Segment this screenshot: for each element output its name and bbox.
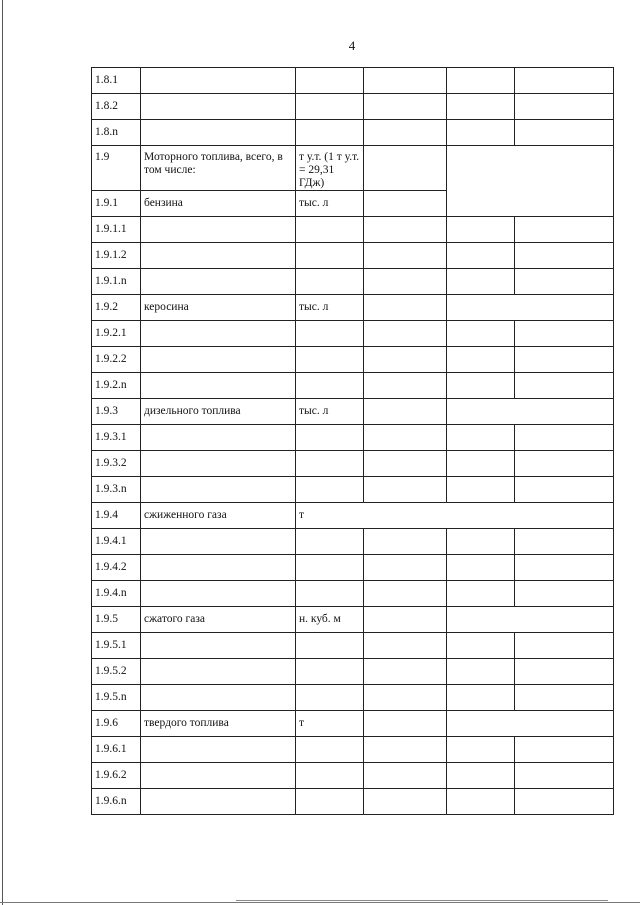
row-unit-cell [296, 529, 364, 555]
scan-bottom-line [236, 900, 608, 901]
row-name-cell [141, 633, 296, 659]
row-value-cell [447, 451, 515, 477]
row-code: 1.9.6.n [92, 789, 141, 815]
row-name: твердого топлива [141, 711, 296, 737]
row-value-cell [364, 321, 447, 347]
row-value-cell [364, 295, 447, 321]
row-name-cell [141, 347, 296, 373]
row-name-cell [141, 217, 296, 243]
row-value-cell [447, 94, 515, 120]
row-code: 1.9.5.1 [92, 633, 141, 659]
table-row [92, 321, 614, 347]
row-value-cell [447, 347, 515, 373]
table-row [92, 94, 614, 120]
row-code: 1.9.6.2 [92, 763, 141, 789]
row-name: керосина [141, 295, 296, 321]
row-unit-cell [296, 425, 364, 451]
row-name-cell [141, 321, 296, 347]
table-row [92, 425, 614, 451]
row-value-cell [515, 529, 614, 555]
row-value-cell [364, 120, 447, 146]
row-value-cell [447, 581, 515, 607]
table-row [92, 120, 614, 146]
row-value-cell [515, 451, 614, 477]
row-value-cell [364, 191, 447, 217]
row-name-cell [141, 685, 296, 711]
row-name-cell [141, 120, 296, 146]
row-value-cell [364, 659, 447, 685]
row-unit: т [296, 711, 364, 737]
row-value-cell [515, 243, 614, 269]
row-name-cell [141, 68, 296, 94]
table-row [92, 763, 614, 789]
row-value-cell [364, 477, 447, 503]
row-code: 1.9.4.2 [92, 555, 141, 581]
row-value-cell [364, 146, 447, 191]
table-row [92, 477, 614, 503]
row-name-cell [141, 763, 296, 789]
row-value-cell [364, 789, 447, 815]
row-name: бензина [141, 191, 296, 217]
row-unit-cell [296, 477, 364, 503]
row-unit-cell [296, 243, 364, 269]
row-value-cell [364, 269, 447, 295]
row-value-cell [515, 120, 614, 146]
row-value-cell [364, 347, 447, 373]
page-number: 4 [348, 38, 356, 53]
row-value-cell [515, 633, 614, 659]
row-code: 1.8.1 [92, 68, 141, 94]
row-unit-cell [296, 581, 364, 607]
row-value-cell [447, 633, 515, 659]
row-unit-cell [296, 68, 364, 94]
table-row [92, 399, 614, 425]
row-value-cell [515, 68, 614, 94]
row-merged-cell [447, 146, 614, 217]
row-value-cell [447, 685, 515, 711]
table-row [92, 295, 614, 321]
row-unit: т у.т. (1 т у.т. = 29,31 ГДж) [296, 146, 364, 191]
row-value-cell [447, 789, 515, 815]
row-code: 1.9.2.n [92, 373, 141, 399]
table-row [92, 503, 614, 529]
table-row [92, 269, 614, 295]
row-unit: н. куб. м [296, 607, 364, 633]
row-value-cell [447, 321, 515, 347]
table-row [92, 451, 614, 477]
row-unit-cell [296, 789, 364, 815]
row-code: 1.9 [92, 146, 141, 191]
table-row [92, 243, 614, 269]
row-value-cell [447, 763, 515, 789]
row-value-cell [515, 373, 614, 399]
table-row [92, 555, 614, 581]
row-value-cell [515, 737, 614, 763]
row-value-cell [515, 477, 614, 503]
row-value-cell [364, 217, 447, 243]
table-row [92, 737, 614, 763]
row-code: 1.9.1.2 [92, 243, 141, 269]
row-value-cell [364, 633, 447, 659]
row-value-cell [364, 555, 447, 581]
row-value-cell [447, 373, 515, 399]
row-name: сжатого газа [141, 607, 296, 633]
row-value-cell [364, 607, 447, 633]
row-unit-cell [296, 217, 364, 243]
row-unit-cell [296, 120, 364, 146]
row-unit-cell [296, 269, 364, 295]
scan-left-edge [2, 0, 3, 905]
table-row [92, 146, 614, 191]
row-value-cell [364, 425, 447, 451]
row-name-cell [141, 243, 296, 269]
row-code: 1.8.n [92, 120, 141, 146]
row-unit-cell [296, 763, 364, 789]
row-value-cell [447, 555, 515, 581]
table-row [92, 659, 614, 685]
row-code: 1.9.6 [92, 711, 141, 737]
row-value-cell [364, 243, 447, 269]
row-value-cell [515, 763, 614, 789]
row-name-cell [141, 555, 296, 581]
row-code: 1.9.4.n [92, 581, 141, 607]
row-unit-cell [296, 737, 364, 763]
row-value-cell [364, 763, 447, 789]
row-code: 1.9.6.1 [92, 737, 141, 763]
row-value-cell [447, 217, 515, 243]
row-value-cell [515, 789, 614, 815]
row-code: 1.9.3.n [92, 477, 141, 503]
row-value-cell [515, 555, 614, 581]
row-unit-cell [296, 347, 364, 373]
table-row [92, 685, 614, 711]
row-value-cell [364, 68, 447, 94]
row-unit-cell [296, 659, 364, 685]
row-code: 1.9.1.n [92, 269, 141, 295]
table-row [92, 217, 614, 243]
table-body [92, 68, 614, 815]
table-row [92, 607, 614, 633]
table-row [92, 789, 614, 815]
scan-bottom-edge [0, 902, 640, 903]
row-value-cell [447, 68, 515, 94]
row-value-cell [447, 659, 515, 685]
row-value-cell [515, 269, 614, 295]
row-value-cell [447, 529, 515, 555]
row-merged-cell [447, 711, 614, 737]
row-unit-cell [296, 633, 364, 659]
row-unit-cell [296, 451, 364, 477]
row-value-cell [447, 425, 515, 451]
row-name-cell [141, 529, 296, 555]
row-code: 1.9.4 [92, 503, 141, 529]
row-value-cell [447, 243, 515, 269]
row-name-cell [141, 94, 296, 120]
row-unit: тыс. л [296, 191, 364, 217]
row-value-cell [364, 711, 447, 737]
row-code: 1.9.4.1 [92, 529, 141, 555]
row-name: Моторного топлива, всего, в том числе: [141, 146, 296, 191]
row-merged-cell [447, 295, 614, 321]
row-name-cell [141, 451, 296, 477]
row-unit: тыс. л [296, 399, 364, 425]
row-value-cell [515, 217, 614, 243]
row-unit: т [296, 503, 614, 529]
row-name-cell [141, 789, 296, 815]
table-row [92, 529, 614, 555]
row-unit-cell [296, 555, 364, 581]
row-value-cell [515, 425, 614, 451]
row-name-cell [141, 737, 296, 763]
row-unit-cell [296, 94, 364, 120]
row-value-cell [447, 269, 515, 295]
row-merged-cell [447, 399, 614, 425]
row-value-cell [515, 659, 614, 685]
row-name-cell [141, 269, 296, 295]
table-row [92, 68, 614, 94]
row-value-cell [515, 581, 614, 607]
row-unit-cell [296, 373, 364, 399]
row-name: сжиженного газа [141, 503, 296, 529]
table-row [92, 347, 614, 373]
row-value-cell [364, 399, 447, 425]
row-code: 1.8.2 [92, 94, 141, 120]
row-value-cell [364, 581, 447, 607]
row-code: 1.9.3.1 [92, 425, 141, 451]
row-value-cell [515, 321, 614, 347]
row-name-cell [141, 477, 296, 503]
table-row [92, 633, 614, 659]
row-code: 1.9.2.2 [92, 347, 141, 373]
row-value-cell [515, 94, 614, 120]
row-unit-cell [296, 321, 364, 347]
row-value-cell [447, 477, 515, 503]
row-code: 1.9.5.2 [92, 659, 141, 685]
row-merged-cell [447, 607, 614, 633]
row-name: дизельного топлива [141, 399, 296, 425]
row-code: 1.9.5.n [92, 685, 141, 711]
row-value-cell [447, 120, 515, 146]
row-code: 1.9.2.1 [92, 321, 141, 347]
row-name-cell [141, 659, 296, 685]
row-unit-cell [296, 685, 364, 711]
row-value-cell [447, 737, 515, 763]
fuel-consumption-table [91, 67, 614, 815]
row-value-cell [364, 737, 447, 763]
table-row [92, 373, 614, 399]
row-value-cell [364, 373, 447, 399]
row-name-cell [141, 373, 296, 399]
row-code: 1.9.1.1 [92, 217, 141, 243]
table-row [92, 711, 614, 737]
row-value-cell [364, 529, 447, 555]
row-name-cell [141, 425, 296, 451]
row-code: 1.9.3 [92, 399, 141, 425]
row-value-cell [515, 685, 614, 711]
row-value-cell [515, 347, 614, 373]
row-unit: тыс. л [296, 295, 364, 321]
row-code: 1.9.3.2 [92, 451, 141, 477]
row-code: 1.9.2 [92, 295, 141, 321]
row-value-cell [364, 94, 447, 120]
row-value-cell [364, 451, 447, 477]
table-row [92, 581, 614, 607]
row-code: 1.9.1 [92, 191, 141, 217]
row-code: 1.9.5 [92, 607, 141, 633]
row-name-cell [141, 581, 296, 607]
row-value-cell [364, 685, 447, 711]
